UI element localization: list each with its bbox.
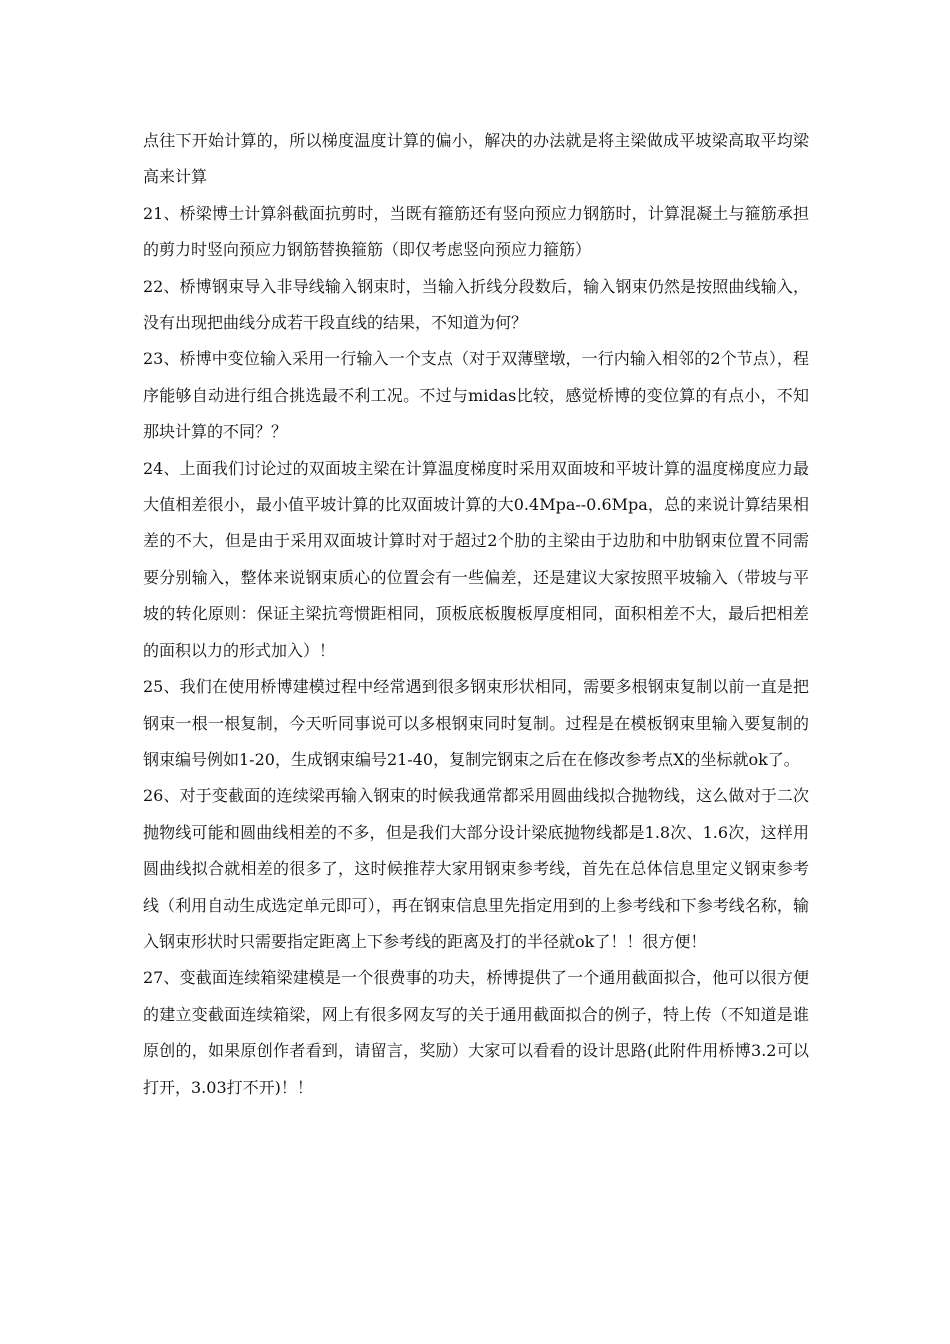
paragraph-continuation: 点往下开始计算的，所以梯度温度计算的偏小，解决的办法就是将主梁做成平坡梁高取平均梁高来计算 xyxy=(143,131,809,187)
paragraph-item-21: 21、桥梁博士计算斜截面抗剪时，当既有箍筋还有竖向预应力钢筋时，计算混凝土与箍筋承担的剪力时竖向预应力钢筋替换箍筋（即仅考虑竖向预应力箍筋） xyxy=(143,203,809,260)
paragraph-item-25: 25、我们在使用桥博建模过程中经常遇到很多钢束形状相同，需要多根钢束复制以前一直是把钢束一根一根复制，今天听同事说可以多根钢束同时复制。过程是在模板钢束里输入要复制的钢束编号例如1-20，生成钢束编号21-40，复制完钢束之后在在修改参考点X的坐标就ok了。 xyxy=(143,677,809,769)
document-body xyxy=(143,123,809,1106)
paragraph-item-22: 22、桥博钢束导入非导线输入钢束时，当输入折线分段数后，输入钢束仍然是按照曲线输入，没有出现把曲线分成若干段直线的结果，不知道为何？ xyxy=(143,276,809,333)
paragraph-item-26: 26、对于变截面的连续梁再输入钢束的时候我通常都采用圆曲线拟合抛物线，这么做对于二次抛物线可能和圆曲线相差的不多，但是我们大部分设计梁底抛物线都是1.8次、1.6次，这样用圆曲线拟合就相差的很多了，这时候推荐大家用钢束参考线，首先在总体信息里定义钢束参考线（利用自动生成选定单元即可），再在钢束信息里先指定用到的上参考线和下参考线名称，输入钢束形状时只需要指定距离上下参考线的距离及打的半径就ok了！！很方便！ xyxy=(143,786,809,951)
paragraph-item-24: 24、上面我们讨论过的双面坡主梁在计算温度梯度时采用双面坡和平坡计算的温度梯度应力最大值相差很小，最小值平坡计算的比双面坡计算的大0.4Mpa--0.6Mpa，总的来说计算结果相差的不大，但是由于采用双面坡计算时对于超过2个肋的主梁由于边肋和中肋钢束位置不同需要分别输入，整体来说钢束质心的位置会有一些偏差，还是建议大家按照平坡输入（带坡与平坡的转化原则：保证主梁抗弯惯距相同，顶板底板腹板厚度相同，面积相差不大，最后把相差的面积以力的形式加入）！ xyxy=(143,458,809,660)
paragraph-item-23: 23、桥博中变位输入采用一行输入一个支点（对于双薄壁墩，一行内输入相邻的2个节点），程序能够自动进行组合挑选最不利工况。不过与midas比较，感觉桥博的变位算的有点小，不知那块计算的不同？？ xyxy=(143,349,809,442)
paragraph-item-27: 27、变截面连续箱梁建模是一个很费事的功夫，桥博提供了一个通用截面拟合，他可以很方便的建立变截面连续箱梁，网上有很多网友写的关于通用截面拟合的例子，特上传（不知道是谁原创的，如果原创作者看到，请留言，奖励）大家可以看看的设计思路(此附件用桥博3.2可以打开，3.03打不开)！！ xyxy=(143,968,809,1097)
